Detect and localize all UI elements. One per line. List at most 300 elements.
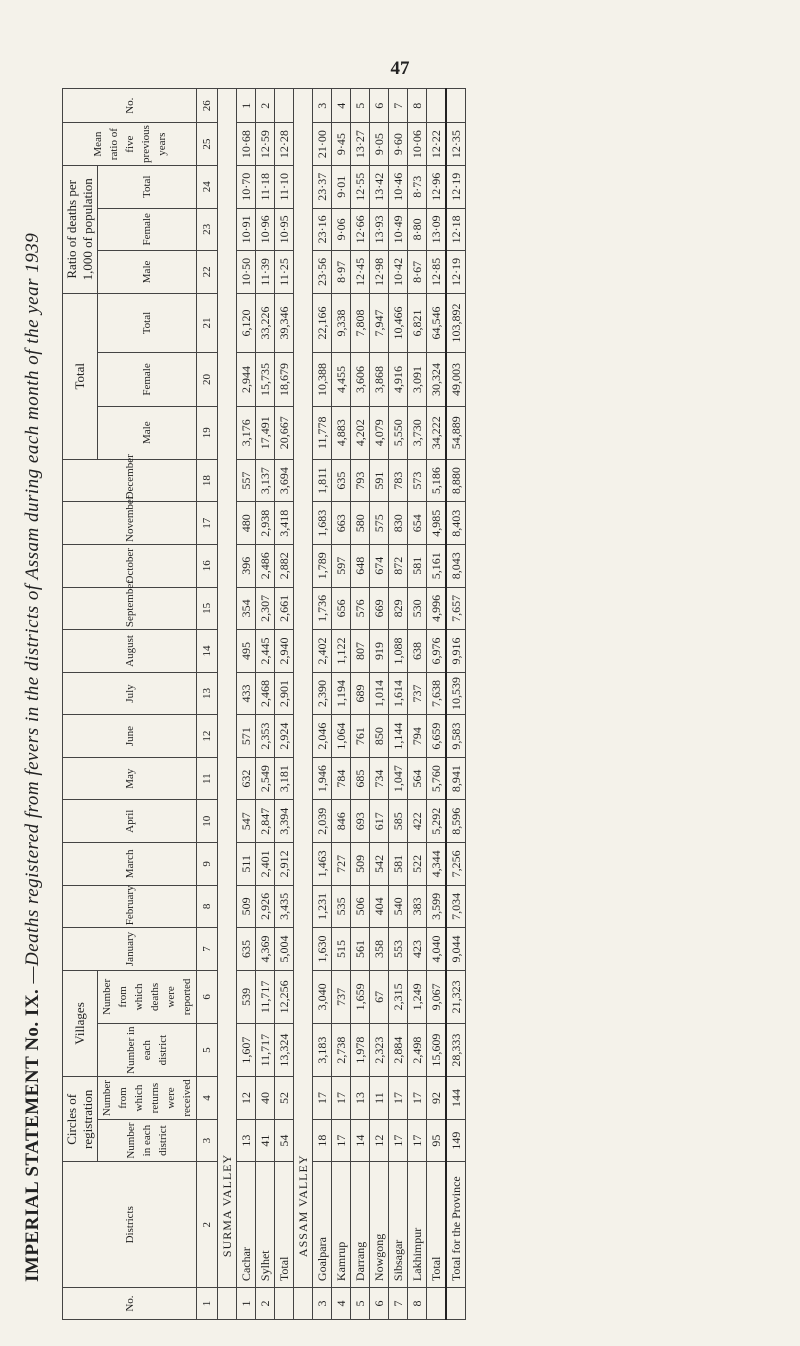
value-cell: 539 xyxy=(237,970,256,1023)
statement-title xyxy=(22,82,44,1282)
deaths-table-frame xyxy=(62,88,744,1320)
value-cell: 354 xyxy=(237,587,256,630)
header-month-dec: December xyxy=(63,459,197,502)
value-cell: 1,194 xyxy=(332,672,351,715)
value-cell: 509 xyxy=(237,885,256,928)
header-month-mar: March xyxy=(63,843,197,886)
value-cell: 5,292 xyxy=(427,800,447,843)
column-number: 1 xyxy=(197,1288,218,1320)
value-cell: 547 xyxy=(237,800,256,843)
value-cell: 480 xyxy=(237,502,256,545)
value-cell: 2,938 xyxy=(256,502,275,545)
value-cell: 12·66 xyxy=(351,208,370,251)
value-cell: 4,202 xyxy=(351,406,370,459)
row-no xyxy=(446,1288,466,1320)
value-cell: 511 xyxy=(237,843,256,886)
value-cell: 2,924 xyxy=(275,715,294,758)
value-cell: 830 xyxy=(389,502,408,545)
header-total-total: Total xyxy=(98,293,197,353)
value-cell: 585 xyxy=(389,800,408,843)
header-ratio-total: Total xyxy=(98,165,197,208)
header-month-jun: June xyxy=(63,715,197,758)
value-cell: 1,607 xyxy=(237,1024,256,1077)
value-cell: 103,892 xyxy=(446,293,466,353)
value-cell: 1,231 xyxy=(313,885,332,928)
value-cell: 2,847 xyxy=(256,800,275,843)
province-total-row xyxy=(446,89,466,1320)
value-cell: 872 xyxy=(389,544,408,587)
value-cell: 33,226 xyxy=(256,293,275,353)
value-cell: 557 xyxy=(237,459,256,502)
value-cell: 685 xyxy=(351,757,370,800)
table-row xyxy=(237,89,256,1320)
column-number: 20 xyxy=(197,353,218,406)
value-cell: 638 xyxy=(408,630,427,673)
value-cell: 13,324 xyxy=(275,1024,294,1077)
value-cell: 28,333 xyxy=(446,1024,466,1077)
value-cell: 571 xyxy=(237,715,256,758)
value-cell: 540 xyxy=(389,885,408,928)
value-cell: 12·35 xyxy=(446,123,466,166)
value-cell: 17 xyxy=(313,1077,332,1120)
value-cell: 689 xyxy=(351,672,370,715)
value-cell: 3,599 xyxy=(427,885,447,928)
column-number: 11 xyxy=(197,757,218,800)
value-cell: 10·95 xyxy=(275,208,294,251)
value-cell: 12·55 xyxy=(351,165,370,208)
table-row xyxy=(313,89,332,1320)
value-cell: 9·60 xyxy=(389,123,408,166)
statement-title-rest: —Deaths registered from fevers in the districts of Assam during each month of the year 1939 xyxy=(22,232,43,984)
row-no: 2 xyxy=(256,1288,275,1320)
value-cell: 7,947 xyxy=(370,293,389,353)
value-cell: 1,463 xyxy=(313,843,332,886)
value-cell: 8,403 xyxy=(446,502,466,545)
value-cell: 67 xyxy=(370,970,389,1023)
column-number: 23 xyxy=(197,208,218,251)
value-cell: 404 xyxy=(370,885,389,928)
value-cell: 11,778 xyxy=(313,406,332,459)
section-spacer xyxy=(294,1288,313,1320)
header-circles: Circles of registration xyxy=(63,1077,98,1162)
column-number: 8 xyxy=(197,885,218,928)
value-cell: 422 xyxy=(408,800,427,843)
section-row xyxy=(218,89,237,1320)
value-cell: 423 xyxy=(408,928,427,971)
value-cell: 2,944 xyxy=(237,353,256,406)
value-cell: 783 xyxy=(389,459,408,502)
value-cell: 11·25 xyxy=(275,251,294,294)
value-cell: 1,088 xyxy=(389,630,408,673)
value-cell: 3,394 xyxy=(275,800,294,843)
column-number: 21 xyxy=(197,293,218,353)
value-cell: 784 xyxy=(332,757,351,800)
row-no-end xyxy=(427,89,447,123)
value-cell: 3,606 xyxy=(351,353,370,406)
row-no-end xyxy=(446,89,466,123)
column-number: 26 xyxy=(197,89,218,123)
value-cell: 12·19 xyxy=(446,165,466,208)
value-cell: 580 xyxy=(351,502,370,545)
row-no: 4 xyxy=(332,1288,351,1320)
statement-title-lead: IMPERIAL STATEMENT No. IX. xyxy=(22,988,43,1282)
row-no xyxy=(275,1288,294,1320)
value-cell: 6,120 xyxy=(237,293,256,353)
value-cell: 12·96 xyxy=(427,165,447,208)
value-cell: 12·19 xyxy=(446,251,466,294)
value-cell: 7,657 xyxy=(446,587,466,630)
value-cell: 3,183 xyxy=(313,1024,332,1077)
value-cell: 3,176 xyxy=(237,406,256,459)
value-cell: 8·97 xyxy=(332,251,351,294)
value-cell: 2,882 xyxy=(275,544,294,587)
value-cell: 9·45 xyxy=(332,123,351,166)
column-number: 9 xyxy=(197,843,218,886)
value-cell: 14 xyxy=(351,1119,370,1162)
value-cell: 2,307 xyxy=(256,587,275,630)
district-name: Darrang xyxy=(351,1162,370,1288)
column-number-row xyxy=(197,89,218,1320)
value-cell: 9·06 xyxy=(332,208,351,251)
value-cell: 17 xyxy=(389,1119,408,1162)
value-cell: 669 xyxy=(370,587,389,630)
value-cell: 535 xyxy=(332,885,351,928)
value-cell: 1,736 xyxy=(313,587,332,630)
value-cell: 506 xyxy=(351,885,370,928)
value-cell: 2,926 xyxy=(256,885,275,928)
value-cell: 64,546 xyxy=(427,293,447,353)
value-cell: 648 xyxy=(351,544,370,587)
value-cell: 522 xyxy=(408,843,427,886)
table-row xyxy=(332,89,351,1320)
value-cell: 5,161 xyxy=(427,544,447,587)
value-cell: 12·85 xyxy=(427,251,447,294)
header-ratio-female: Female xyxy=(98,208,197,251)
value-cell: 17 xyxy=(332,1077,351,1120)
table-row xyxy=(408,89,427,1320)
value-cell: 591 xyxy=(370,459,389,502)
value-cell: 6,821 xyxy=(408,293,427,353)
header-mean-ratio: Mean ratio of five previous years xyxy=(63,123,197,166)
header-no: No. xyxy=(63,1288,197,1320)
value-cell: 9,916 xyxy=(446,630,466,673)
value-cell: 561 xyxy=(351,928,370,971)
deaths-table xyxy=(62,88,466,1320)
column-number: 18 xyxy=(197,459,218,502)
value-cell: 10·50 xyxy=(237,251,256,294)
district-name: Lakhimpur xyxy=(408,1162,427,1288)
row-no: 7 xyxy=(389,1288,408,1320)
section-row xyxy=(294,89,313,1320)
value-cell: 5,550 xyxy=(389,406,408,459)
value-cell: 10·06 xyxy=(408,123,427,166)
value-cell: 9,067 xyxy=(427,970,447,1023)
value-cell: 4,996 xyxy=(427,587,447,630)
column-number: 4 xyxy=(197,1077,218,1120)
value-cell: 2,046 xyxy=(313,715,332,758)
value-cell: 1,064 xyxy=(332,715,351,758)
value-cell: 1,811 xyxy=(313,459,332,502)
value-cell: 7,034 xyxy=(446,885,466,928)
value-cell: 54 xyxy=(275,1119,294,1162)
value-cell: 41 xyxy=(256,1119,275,1162)
value-cell: 4,883 xyxy=(332,406,351,459)
value-cell: 9·01 xyxy=(332,165,351,208)
value-cell: 793 xyxy=(351,459,370,502)
value-cell: 2,738 xyxy=(332,1024,351,1077)
row-no-end: 8 xyxy=(408,89,427,123)
header-circles-in-district: Number in each district xyxy=(98,1119,197,1162)
header-total-male: Male xyxy=(98,406,197,459)
value-cell: 149 xyxy=(446,1119,466,1162)
value-cell: 9,044 xyxy=(446,928,466,971)
value-cell: 11 xyxy=(370,1077,389,1120)
value-cell: 2,940 xyxy=(275,630,294,673)
value-cell: 1,683 xyxy=(313,502,332,545)
total-label: Total xyxy=(275,1162,294,1288)
value-cell: 396 xyxy=(237,544,256,587)
value-cell: 13·93 xyxy=(370,208,389,251)
value-cell: 829 xyxy=(389,587,408,630)
value-cell: 1,630 xyxy=(313,928,332,971)
table-row xyxy=(370,89,389,1320)
value-cell: 7,808 xyxy=(351,293,370,353)
value-cell: 12·59 xyxy=(256,123,275,166)
value-cell: 919 xyxy=(370,630,389,673)
value-cell: 727 xyxy=(332,843,351,886)
value-cell: 21·00 xyxy=(313,123,332,166)
value-cell: 2,445 xyxy=(256,630,275,673)
row-no xyxy=(427,1288,447,1320)
value-cell: 509 xyxy=(351,843,370,886)
value-cell: 2,402 xyxy=(313,630,332,673)
value-cell: 34,222 xyxy=(427,406,447,459)
value-cell: 54,889 xyxy=(446,406,466,459)
column-number: 14 xyxy=(197,630,218,673)
value-cell: 1,144 xyxy=(389,715,408,758)
value-cell: 10·49 xyxy=(389,208,408,251)
header-total-female: Female xyxy=(98,353,197,406)
value-cell: 1,122 xyxy=(332,630,351,673)
value-cell: 3,040 xyxy=(313,970,332,1023)
value-cell: 12,256 xyxy=(275,970,294,1023)
value-cell: 1,946 xyxy=(313,757,332,800)
value-cell: 794 xyxy=(408,715,427,758)
header-month-apr: April xyxy=(63,800,197,843)
value-cell: 12·98 xyxy=(370,251,389,294)
value-cell: 49,003 xyxy=(446,353,466,406)
value-cell: 6,976 xyxy=(427,630,447,673)
value-cell: 1,789 xyxy=(313,544,332,587)
value-cell: 18 xyxy=(313,1119,332,1162)
value-cell: 737 xyxy=(332,970,351,1023)
value-cell: 693 xyxy=(351,800,370,843)
header-month-nov: November xyxy=(63,502,197,545)
value-cell: 635 xyxy=(237,928,256,971)
section-label: ASSAM VALLEY xyxy=(294,89,313,1288)
row-no-end: 4 xyxy=(332,89,351,123)
value-cell: 656 xyxy=(332,587,351,630)
value-cell: 734 xyxy=(370,757,389,800)
value-cell: 3,091 xyxy=(408,353,427,406)
value-cell: 3,868 xyxy=(370,353,389,406)
row-no: 5 xyxy=(351,1288,370,1320)
value-cell: 846 xyxy=(332,800,351,843)
value-cell: 4,079 xyxy=(370,406,389,459)
column-number: 6 xyxy=(197,970,218,1023)
value-cell: 13·42 xyxy=(370,165,389,208)
value-cell: 144 xyxy=(446,1077,466,1120)
value-cell: 12·22 xyxy=(427,123,447,166)
header-ratio-male: Male xyxy=(98,251,197,294)
header-villages-in-district: Number in each district xyxy=(98,1024,197,1077)
value-cell: 11·39 xyxy=(256,251,275,294)
column-number: 25 xyxy=(197,123,218,166)
district-name: Nowgong xyxy=(370,1162,389,1288)
value-cell: 576 xyxy=(351,587,370,630)
value-cell: 12·28 xyxy=(275,123,294,166)
table-row xyxy=(351,89,370,1320)
value-cell: 10·96 xyxy=(256,208,275,251)
value-cell: 1,614 xyxy=(389,672,408,715)
value-cell: 11,717 xyxy=(256,1024,275,1077)
header-villages-reported: Number from which deaths were reported xyxy=(98,970,197,1023)
row-no-end: 5 xyxy=(351,89,370,123)
district-name: Cachar xyxy=(237,1162,256,1288)
value-cell: 654 xyxy=(408,502,427,545)
value-cell: 12·18 xyxy=(446,208,466,251)
value-cell: 617 xyxy=(370,800,389,843)
value-cell: 1,978 xyxy=(351,1024,370,1077)
value-cell: 5,760 xyxy=(427,757,447,800)
value-cell: 9,338 xyxy=(332,293,351,353)
value-cell: 495 xyxy=(237,630,256,673)
total-label: Total xyxy=(427,1162,447,1288)
value-cell: 10·46 xyxy=(389,165,408,208)
section-total-row xyxy=(275,89,294,1320)
header-row-groups xyxy=(63,89,98,1320)
row-no: 8 xyxy=(408,1288,427,1320)
row-no-end: 1 xyxy=(237,89,256,123)
column-number: 12 xyxy=(197,715,218,758)
value-cell: 2,353 xyxy=(256,715,275,758)
value-cell: 2,661 xyxy=(275,587,294,630)
value-cell: 553 xyxy=(389,928,408,971)
value-cell: 383 xyxy=(408,885,427,928)
column-number: 10 xyxy=(197,800,218,843)
value-cell: 30,324 xyxy=(427,353,447,406)
value-cell: 95 xyxy=(427,1119,447,1162)
header-ratio: Ratio of deaths per 1,000 of population xyxy=(63,165,98,293)
value-cell: 23·56 xyxy=(313,251,332,294)
row-no-end: 7 xyxy=(389,89,408,123)
header-month-oct: October xyxy=(63,544,197,587)
value-cell: 564 xyxy=(408,757,427,800)
value-cell: 4,455 xyxy=(332,353,351,406)
value-cell: 10·91 xyxy=(237,208,256,251)
row-no-end xyxy=(275,89,294,123)
value-cell: 1,014 xyxy=(370,672,389,715)
header-month-may: May xyxy=(63,757,197,800)
value-cell: 21,323 xyxy=(446,970,466,1023)
value-cell: 11·10 xyxy=(275,165,294,208)
value-cell: 23·16 xyxy=(313,208,332,251)
value-cell: 13 xyxy=(237,1119,256,1162)
value-cell: 530 xyxy=(408,587,427,630)
column-number: 16 xyxy=(197,544,218,587)
header-month-sep: September xyxy=(63,587,197,630)
row-no-end: 3 xyxy=(313,89,332,123)
value-cell: 17 xyxy=(408,1077,427,1120)
value-cell: 17 xyxy=(389,1077,408,1120)
header-total: Total xyxy=(63,293,98,459)
value-cell: 8,043 xyxy=(446,544,466,587)
value-cell: 2,315 xyxy=(389,970,408,1023)
value-cell: 92 xyxy=(427,1077,447,1120)
value-cell: 10,466 xyxy=(389,293,408,353)
row-no-end: 6 xyxy=(370,89,389,123)
value-cell: 40 xyxy=(256,1077,275,1120)
value-cell: 597 xyxy=(332,544,351,587)
value-cell: 433 xyxy=(237,672,256,715)
value-cell: 6,659 xyxy=(427,715,447,758)
province-total-label: Total for the Province xyxy=(446,1162,466,1288)
column-number: 5 xyxy=(197,1024,218,1077)
value-cell: 11,717 xyxy=(256,970,275,1023)
district-name: Goalpara xyxy=(313,1162,332,1288)
value-cell: 52 xyxy=(275,1077,294,1120)
value-cell: 9,583 xyxy=(446,715,466,758)
value-cell: 4,040 xyxy=(427,928,447,971)
value-cell: 850 xyxy=(370,715,389,758)
value-cell: 17 xyxy=(408,1119,427,1162)
header-districts: Districts xyxy=(63,1162,197,1288)
column-number: 24 xyxy=(197,165,218,208)
column-number: 3 xyxy=(197,1119,218,1162)
column-number: 17 xyxy=(197,502,218,545)
value-cell: 8,880 xyxy=(446,459,466,502)
value-cell: 515 xyxy=(332,928,351,971)
value-cell: 39,346 xyxy=(275,293,294,353)
value-cell: 10,539 xyxy=(446,672,466,715)
header-month-aug: August xyxy=(63,630,197,673)
page-number: 47 xyxy=(390,58,410,79)
value-cell: 20,667 xyxy=(275,406,294,459)
value-cell: 663 xyxy=(332,502,351,545)
value-cell: 2,884 xyxy=(389,1024,408,1077)
column-number: 15 xyxy=(197,587,218,630)
value-cell: 575 xyxy=(370,502,389,545)
value-cell: 2,390 xyxy=(313,672,332,715)
value-cell: 12 xyxy=(237,1077,256,1120)
value-cell: 2,549 xyxy=(256,757,275,800)
value-cell: 8,596 xyxy=(446,800,466,843)
value-cell: 18,679 xyxy=(275,353,294,406)
value-cell: 4,369 xyxy=(256,928,275,971)
table-row xyxy=(389,89,408,1320)
value-cell: 13 xyxy=(351,1077,370,1120)
value-cell: 13·09 xyxy=(427,208,447,251)
value-cell: 761 xyxy=(351,715,370,758)
value-cell: 632 xyxy=(237,757,256,800)
value-cell: 15,609 xyxy=(427,1024,447,1077)
value-cell: 4,985 xyxy=(427,502,447,545)
table-row xyxy=(256,89,275,1320)
value-cell: 1,047 xyxy=(389,757,408,800)
value-cell: 11·18 xyxy=(256,165,275,208)
header-no-end: No. xyxy=(63,89,197,123)
column-number: 13 xyxy=(197,672,218,715)
